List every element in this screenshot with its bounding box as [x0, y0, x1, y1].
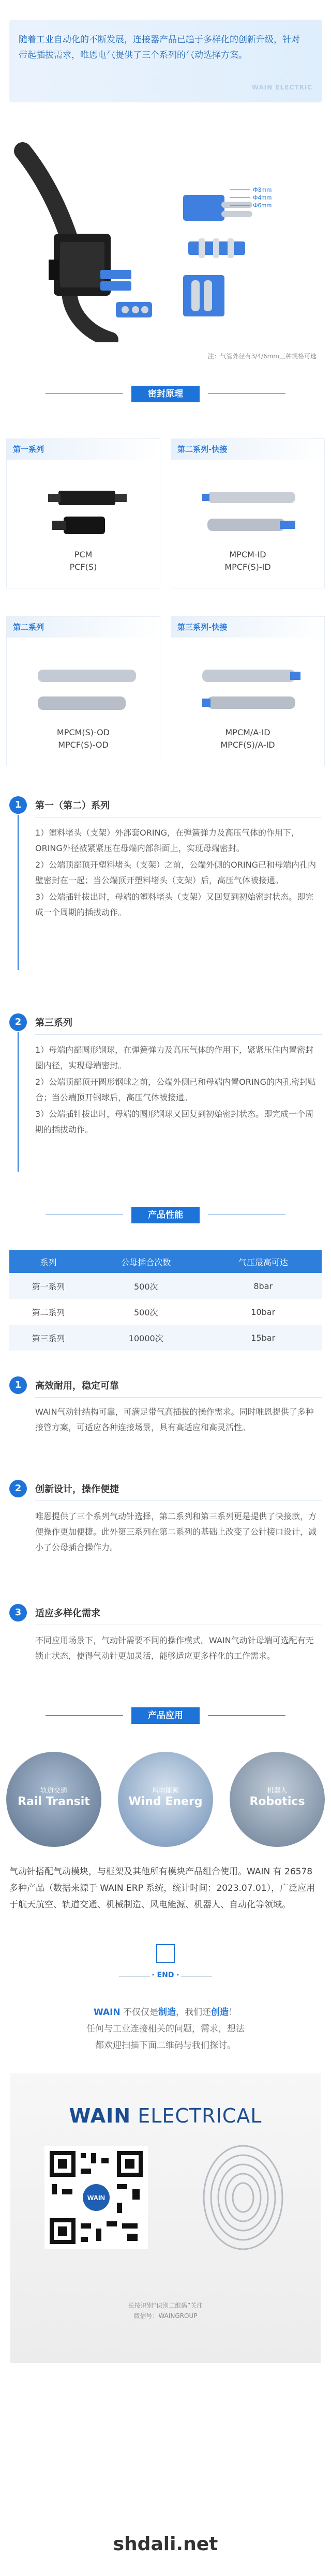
- app-wind-energy: [118, 1752, 213, 1847]
- series-card: [171, 438, 325, 588]
- series-card: [6, 438, 160, 588]
- block-title: 第一（第二）系列: [35, 800, 110, 811]
- table-cell: 500次: [87, 1299, 204, 1325]
- qr-code[interactable]: [44, 2146, 148, 2249]
- app-label-cn: 风电能源: [152, 1787, 179, 1795]
- watermark: shdali.net: [113, 2534, 218, 2555]
- intro-text: 随着工业自动化的不断发展，连接器产品已趋于多样化的创新升级，针对带起插拔需求，唯恩电气提供了三个系列的气动选择方案。: [19, 35, 300, 60]
- block-number: 1: [9, 796, 27, 814]
- mpcm-a-id-product-image: [171, 643, 325, 725]
- mpcm-od-product-image: [7, 643, 161, 725]
- block-line: 3）公端插针拔出时，母端的塑料堵头（支架）又回复到初始密封状态。即完成一个周期的插拔动作。: [35, 892, 314, 917]
- series-card-caption: MPCM-ID: [229, 550, 266, 559]
- table-cell: 第一系列: [9, 1273, 87, 1299]
- closing-fragment: ！: [229, 2007, 238, 2018]
- app-label-en: Rail Transit: [18, 1795, 90, 1808]
- pcm-product-image: [7, 465, 161, 548]
- qr-logo: WAIN: [87, 2194, 105, 2202]
- block-line: 2）公端顶部顶开圆形钢球之前，公端外侧已和母端内置ORING的内孔密封贴合；当公端顶开钢球后，高压气体被接通。: [35, 1077, 316, 1102]
- app-rail-transit: [6, 1752, 101, 1847]
- table-cell: 第三系列: [9, 1325, 87, 1351]
- closing-line-3: 都欢迎扫描下面二维码与我们探讨。: [95, 2040, 236, 2051]
- table-cell: 500次: [87, 1273, 204, 1299]
- principle-block: [9, 796, 322, 982]
- table-header: 公母插合次数: [87, 1250, 204, 1273]
- qr-code-graphic: [44, 2146, 148, 2249]
- table-header: 气压最高可达: [204, 1250, 322, 1273]
- block-title: 创新设计，操作便捷: [35, 1484, 119, 1495]
- closing-text: [0, 2004, 331, 2054]
- block-line: 3）公端插针拔出时，母端的圆形钢球又回复到初始密封状态。即完成一个周期的插拔动作。: [35, 1109, 314, 1134]
- feature-block: [9, 1480, 322, 1583]
- section-title-principle: [0, 383, 331, 405]
- block-number: 1: [9, 1376, 27, 1394]
- block-body: [35, 1042, 322, 1139]
- feature-text: WAIN气动针结构可靠，可满足带气高插拔的操作需求。同时唯恩提供了多种接管方案，可适应各种连接场景，具有高适应和高灵活性。: [35, 1407, 314, 1432]
- footer-panel: [10, 2073, 321, 2363]
- series-card: [6, 616, 160, 766]
- series-card-caption: MPCF(S)/A-ID: [220, 740, 275, 750]
- app-robotics: [230, 1752, 325, 1847]
- table-cell: 10bar: [204, 1299, 322, 1325]
- hero-note: 注：气管外径有3/4/6mm三种规格可选: [207, 353, 317, 360]
- hero-product-image: [12, 120, 319, 342]
- block-line: 2）公端顶部顶开塑料堵头（支架）之前，公端外侧的ORING已和母端内孔内壁密封在一起；当公端顶开塑料堵头（支架）后，高压气体被接通。: [35, 860, 316, 885]
- footer-brand-rest: ELECTRICAL: [131, 2104, 262, 2127]
- series-card-caption: MPCM(S)-OD: [56, 728, 110, 737]
- table-cell: 15bar: [204, 1325, 322, 1351]
- table-row: [9, 1299, 322, 1325]
- closing-brand: WAIN: [93, 2007, 121, 2018]
- section-badge: 产品应用: [131, 1707, 200, 1724]
- divider: [35, 1397, 322, 1398]
- fingerprint-icon: [191, 2141, 295, 2254]
- series-card-caption: MPCF(S)-OD: [58, 740, 109, 750]
- divider: [46, 393, 123, 394]
- closing-fragment: 不仅仅是: [120, 2007, 159, 2018]
- feature-block: [9, 1604, 322, 1692]
- table-row: [9, 1325, 322, 1351]
- feature-text: 不同应用场景下，气动针需要不同的操作模式。WAIN气动针母端可选配有无锁止状态，使得气动针更加灵活，能够适应更多样化的工作需求。: [35, 1635, 314, 1661]
- series-card-caption: MPCF(S)-ID: [224, 562, 271, 572]
- footer-brand: [10, 2104, 321, 2127]
- block-title: 高效耐用，稳定可靠: [35, 1381, 119, 1391]
- table-header-row: [9, 1250, 322, 1273]
- divider: [208, 1715, 285, 1716]
- hero-size-label: Φ4mm: [253, 194, 272, 201]
- table-cell: 10000次: [87, 1325, 204, 1351]
- closing-highlight: 制造: [158, 2007, 176, 2018]
- performance-table: [9, 1250, 322, 1351]
- app-label-en: Robotics: [249, 1795, 305, 1808]
- block-title: 第三系列: [35, 1018, 72, 1028]
- mpcm-id-product-image: [171, 465, 325, 548]
- divider: [208, 393, 285, 394]
- hero-size-label: Φ6mm: [253, 202, 272, 209]
- closing-line-1: [0, 2004, 331, 2021]
- footer-brand-bold: WAIN: [69, 2104, 131, 2127]
- app-label-en: Wind Energ: [128, 1795, 203, 1808]
- series-card: [171, 616, 325, 766]
- series-card-header: 第二系列: [7, 617, 160, 638]
- closing-highlight: 创造: [211, 2007, 229, 2018]
- divider: [18, 815, 19, 970]
- block-number: 2: [9, 1480, 27, 1497]
- section-badge: 密封原理: [131, 386, 200, 402]
- block-number: 2: [9, 1013, 27, 1031]
- series-card-caption: PCF(S): [69, 562, 97, 572]
- series-card-caption: PCM: [74, 550, 93, 559]
- block-line: 1）塑料堵头（支架）外部套ORING，在弹簧弹力及高压气体的作用下，ORING外径被紧紧压在母端内部斜面上，实现母端密封。: [35, 828, 299, 853]
- app-label-cn: 轨道交通: [40, 1787, 67, 1795]
- block-title: 适应多样化需求: [35, 1608, 100, 1619]
- divider: [35, 1034, 322, 1035]
- footer-wechat-id: 微信号：WAINGROUP: [133, 2312, 198, 2320]
- application-paragraph: 气动针搭配气动模块，与框架及其他所有模块产品组合使用。WAIN 有 26578 多种产品（数据来源于 WAIN ERP 系统，统计时间：2023.07.01），广泛应用于航天航空、轨道交通、机械制造、风电能源、机器人、自动化等领域。: [9, 1867, 315, 1910]
- app-label-cn: 机器人: [267, 1787, 288, 1795]
- table-header: 系列: [9, 1250, 87, 1273]
- block-number: 3: [9, 1604, 27, 1622]
- closing-line-2: 任何与工业连接相关的问题，需求，想法: [86, 2024, 245, 2034]
- intro-panel: [9, 20, 322, 102]
- series-card-caption: MPCM/A-ID: [225, 728, 270, 737]
- footer-hint: 长按识别“识别二维码”关注: [128, 2302, 203, 2309]
- table-row: [9, 1273, 322, 1299]
- table-cell: 第二系列: [9, 1299, 87, 1325]
- section-badge: 产品性能: [131, 1207, 200, 1223]
- section-title-performance: [0, 1204, 331, 1226]
- series-card-header: 第三系列-快接: [171, 617, 324, 638]
- section-title-application: [0, 1704, 331, 1727]
- divider: [18, 1032, 19, 1172]
- end-marker: · END ·: [152, 1971, 179, 1979]
- hero-illustration: [12, 120, 319, 342]
- end-square: [156, 1944, 175, 1963]
- table-cell: 8bar: [204, 1273, 322, 1299]
- divider: [46, 1715, 123, 1716]
- closing-fragment: ，我们还: [176, 2007, 212, 2018]
- block-body: [35, 825, 322, 921]
- block-line: 1）母端内部圆形钢球，在弹簧弹力及高压气体的作用下，紧紧压住内置密封圈内径，实现母端密封。: [35, 1045, 314, 1070]
- hero-size-label: Φ3mm: [253, 186, 272, 193]
- series-card-header: 第一系列: [7, 439, 160, 460]
- feature-text: 唯恩提供了三个系列气动针选择，第二系列和第三系列更是提供了快接款，方便操作更加便捷。此外第三系列在第二系列的基础上改变了公针接口设计，减小了公母插合操作力。: [35, 1511, 317, 1552]
- intro-stamp: WAIN ELECTRIC: [251, 84, 312, 91]
- principle-block: [9, 1013, 322, 1179]
- series-card-header: 第二系列-快接: [171, 439, 324, 460]
